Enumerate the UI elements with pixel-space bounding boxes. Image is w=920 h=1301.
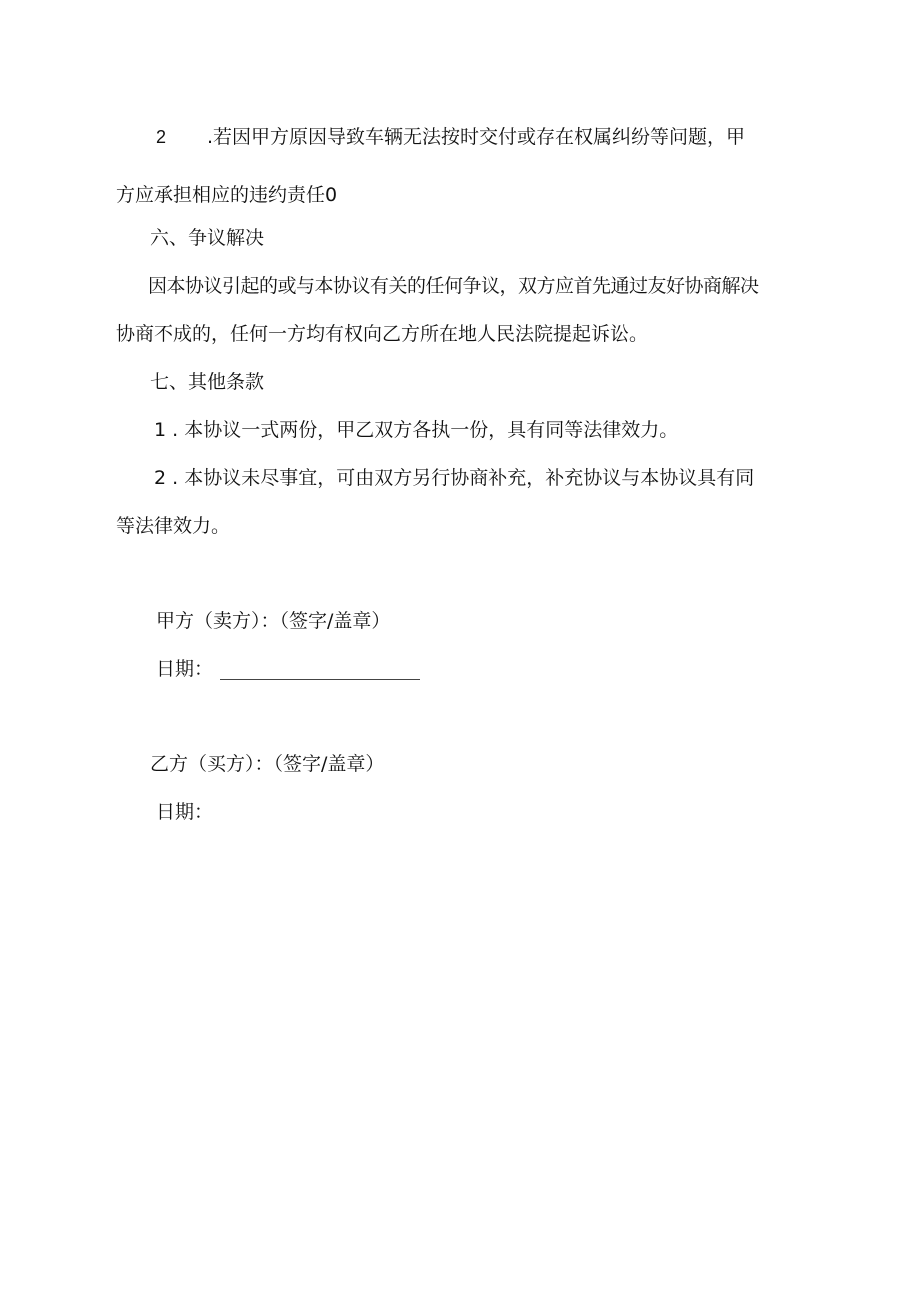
clause-7-2-line-1: 2 . 本协议未尽事宜，可由双方另行协商补充，补充协议与本协议具有同	[154, 467, 755, 489]
party-a-date-blank	[220, 679, 420, 680]
clause-7-1: 1 . 本协议一式两份，甲乙双方各执一份，具有同等法律效力。	[154, 419, 679, 441]
party-a-signature-label: 甲方（卖方）：（签字/盖章）	[156, 610, 391, 632]
section-6-heading: 六、争议解决	[150, 227, 265, 249]
party-a-date-label: 日期：	[156, 658, 214, 680]
clause-5-2-text: .若因甲方原因导致车辆无法按时交付或存在权属纠纷等问题，甲	[207, 126, 746, 148]
section-6-paragraph-line-2: 协商不成的，任何一方均有权向乙方所在地人民法院提起诉讼。	[116, 323, 649, 345]
clause-5-2-number: 2	[156, 127, 167, 147]
clause-7-2-line-2: 等法律效力。	[116, 515, 231, 537]
section-7-heading: 七、其他条款	[150, 371, 265, 393]
party-b-date-label: 日期：	[156, 801, 214, 823]
party-b-signature-label: 乙方（买方）：（签字/盖章）	[150, 753, 385, 775]
section-6-paragraph-line-1: 因本协议引起的或与本协议有关的任何争议，双方应首先通过友好协商解决	[148, 275, 759, 297]
clause-5-2-continuation: 方应承担相应的违约责任0	[116, 184, 338, 206]
